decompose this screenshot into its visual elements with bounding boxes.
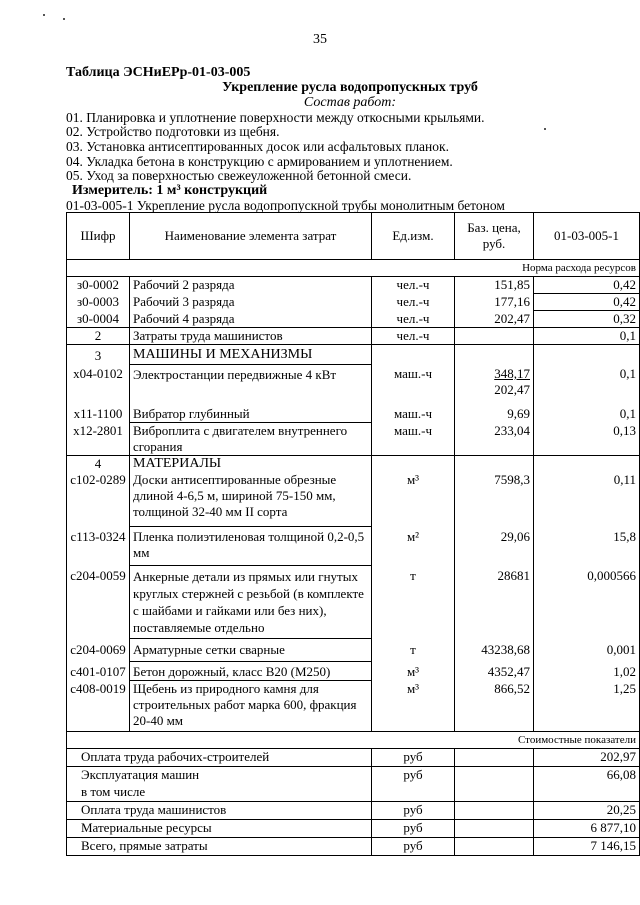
total-value: 66,08 [534,767,640,785]
cell-norm: 1,02 [534,662,640,681]
cell-norm: 1,25 [534,681,640,732]
table-row [67,423,640,456]
total-label: Материальные ресурсы [67,820,372,838]
scan-speck [544,128,546,130]
total-value: 202,97 [534,749,640,767]
total-value: 20,25 [534,802,640,820]
table-name: Таблица ЭСНиЕРр-01-03-005 [66,65,251,80]
cell-unit: м² [372,527,455,566]
cell-norm: 0,001 [534,639,640,662]
cell-name: МАТЕРИАЛЫ [130,456,372,473]
section-row [67,456,640,473]
cell-unit: чел.-ч [372,328,455,345]
cell-norm: 0,32 [534,311,640,328]
total-empty [455,838,534,856]
work-item: 03. Установка антисептированных досок или асфальтовых планок. [66,139,449,154]
total-label: Оплата труда рабочих-строителей [67,749,372,767]
total-unit: руб [372,749,455,767]
resource-table [66,212,640,856]
work-item: 01. Планировка и уплотнение поверхности между откосными крыльями. [66,110,485,125]
measurer: Измеритель: 1 м³ конструкций [72,183,268,198]
cell-price: 177,16 [455,294,534,311]
total-row [67,820,640,838]
section-row [67,345,640,365]
cell-name: Виброплита с двигателем внутреннего сгорания [130,423,372,456]
section-cost: Стоимостные показатели [67,732,640,749]
cell-code: 2 [67,328,130,345]
cell-unit [372,456,455,473]
total-unit: руб [372,820,455,838]
cell-unit: м³ [372,662,455,681]
cell-unit: м³ [372,681,455,732]
cell-unit: м³ [372,472,455,527]
total-value: 6 877,10 [534,820,640,838]
cell-price: 348,17 [494,366,530,381]
page-number: 35 [313,32,327,47]
cell-price: 233,04 [455,423,534,456]
cell-code: с113-0324 [67,527,130,566]
total-unit: руб [372,802,455,820]
cell-unit: маш.-ч [372,406,455,423]
table-row [67,681,640,732]
cell-name: Рабочий 4 разряда [130,311,372,328]
cell-unit: т [372,566,455,639]
cell-price [455,456,534,473]
cell-unit: чел.-ч [372,311,455,328]
total-empty [455,802,534,820]
cell-price: 151,85 [455,277,534,294]
cell-price: 7598,3 [455,472,534,527]
cell-code: с204-0059 [67,566,130,639]
scan-speck [63,18,65,20]
total-label: в том числе [67,784,372,802]
header-price: Баз. цена, руб. [455,213,534,260]
cell-code: 4 [67,456,130,473]
document-subtitle: Состав работ: [303,95,397,110]
header-code: Шифр [67,213,130,260]
cell-unit: т [372,639,455,662]
total-empty [455,749,534,767]
cell-price-secondary: 202,47 [494,382,530,397]
cell-code: х12-2801 [67,423,130,456]
cell-price: 4352,47 [455,662,534,681]
cell-norm: 0,13 [534,423,640,456]
cell-norm [534,345,640,365]
document-title: Укрепление русла водопропускных труб [222,80,478,95]
cell-price: 28681 [455,566,534,639]
cell-name: Щебень из природного камня для строительных работ марка 600, фракция 20-40 мм [130,681,372,732]
table-row [67,406,640,423]
cell-code: х04-0102 [67,364,130,406]
section-norm: Норма расхода ресурсов [67,260,640,277]
table-header-row [67,213,640,260]
work-item: 04. Укладка бетона в конструкцию с армированием и уплотнением. [66,154,453,169]
cell-price: 866,52 [455,681,534,732]
cell-price [455,328,534,345]
table-row [67,294,640,311]
cell-name: Затраты труда машинистов [130,328,372,345]
total-row [67,784,640,802]
cell-name: Доски антисептированные обрезные длиной 4-6,5 м, шириной 75-150 мм, толщиной 32-40 мм II сорта [130,472,372,527]
table-row [67,311,640,328]
work-item: 02. Устройство подготовки из щебня. [66,124,280,139]
cell-norm: 0,1 [534,406,640,423]
cell-norm: 0,1 [534,364,640,406]
total-label: Эксплуатация машин [67,767,372,785]
header-norm: 01-03-005-1 [534,213,640,260]
cell-name: Пленка полиэтиленовая толщиной 0,2-0,5 мм [130,527,372,566]
cell-norm: 0,11 [534,472,640,527]
cell-unit: маш.-ч [372,423,455,456]
cell-price: 29,06 [455,527,534,566]
cell-code: с102-0289 [67,472,130,527]
cell-name: Анкерные детали из прямых или гнутых круглых стержней с резьбой (в комплекте с шайбами и гайками или без них), поставляемые отдельно [130,566,372,639]
cell-code: з0-0002 [67,277,130,294]
table-row [67,328,640,345]
table-row [67,566,640,639]
table-row [67,527,640,566]
cell-code: с204-0069 [67,639,130,662]
cell-name: Арматурные сетки сварные [130,639,372,662]
scan-speck [43,14,45,16]
total-value: 7 146,15 [534,838,640,856]
table-row [67,472,640,527]
cell-code: с401-0107 [67,662,130,681]
cell-price: 9,69 [455,406,534,423]
total-unit [372,784,455,802]
header-unit: Ед.изм. [372,213,455,260]
cell-code: з0-0003 [67,294,130,311]
total-row [67,767,640,785]
table-caption: 01-03-005-1 Укрепление русла водопропускной трубы монолитным бетоном [66,198,505,213]
work-item: 05. Уход за поверхностью свежеуложенной бетонной смеси. [66,168,412,183]
cell-price: 202,47 [455,311,534,328]
cell-name: МАШИНЫ И МЕХАНИЗМЫ [130,345,372,365]
total-value [534,784,640,802]
total-unit: руб [372,838,455,856]
cell-name: Вибратор глубинный [130,406,372,423]
header-name: Наименование элемента затрат [130,213,372,260]
table-row [67,662,640,681]
cell-unit: чел.-ч [372,294,455,311]
cell-code: 3 [67,345,130,365]
cell-norm: 0,1 [534,328,640,345]
total-empty [455,784,534,802]
cell-price [455,345,534,365]
total-label: Всего, прямые затраты [67,838,372,856]
total-label: Оплата труда машинистов [67,802,372,820]
cell-unit: чел.-ч [372,277,455,294]
total-empty [455,820,534,838]
total-unit: руб [372,767,455,785]
table-row [67,277,640,294]
cell-norm: 15,8 [534,527,640,566]
cell-unit: маш.-ч [372,364,455,406]
cell-code: с408-0019 [67,681,130,732]
cell-price: 43238,68 [455,639,534,662]
cell-name: Рабочий 2 разряда [130,277,372,294]
cell-norm [534,456,640,473]
cell-norm: 0,42 [534,294,640,311]
cell-name: Бетон дорожный, класс В20 (М250) [130,662,372,681]
cell-norm: 0,000566 [534,566,640,639]
total-row [67,749,640,767]
cell-code: х11-1100 [67,406,130,423]
total-empty [455,767,534,785]
table-row [67,364,640,406]
cell-name: Рабочий 3 разряда [130,294,372,311]
total-row [67,838,640,856]
total-row [67,802,640,820]
cell-unit [372,345,455,365]
table-row [67,639,640,662]
cell-norm: 0,42 [534,277,640,294]
cell-code: з0-0004 [67,311,130,328]
cell-name: Электростанции передвижные 4 кВт [130,364,372,406]
